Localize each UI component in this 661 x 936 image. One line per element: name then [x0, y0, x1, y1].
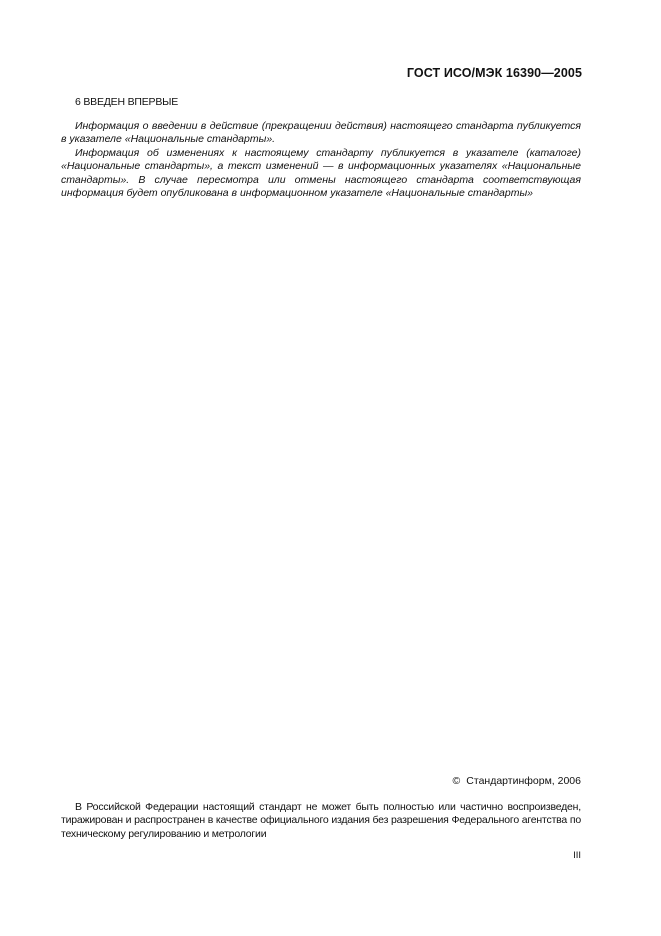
- page-number: III: [573, 850, 581, 861]
- copyright-line: [453, 775, 581, 787]
- info-paragraph: Информация о введении в действие (прекращении действия) настоящего стандарта публикуется в указателе «Национальные стандарты».: [61, 120, 581, 146]
- legal-notice-block: [61, 801, 581, 841]
- document-code-header: ГОСТ ИСО/МЭК 16390—2005: [406, 66, 582, 80]
- legal-notice: В Российской Федерации настоящий стандарт не может быть полностью или частично воспроизведен, тиражирован и распространен в качестве официального издания без разрешения Федерального агентства по техническому регулированию и метрологии: [61, 801, 581, 840]
- copyright-text: Стандартинформ, 2006: [466, 775, 581, 787]
- copyright-icon: ©: [452, 775, 461, 787]
- section-heading: 6 ВВЕДЕН ВПЕРВЫЕ: [75, 96, 179, 108]
- publication-info-block: [61, 120, 581, 200]
- info-paragraph: Информация об изменениях к настоящему стандарту публикуется в указателе (каталоге) «Национальные стандарты», а текст изменений — в информационных указателях «Национальные стандарты». В случае пересмотра или отмены настоящего стандарта соответствующая информация будет опубликована в информационном указателе «Национальные стандарты»: [61, 146, 581, 200]
